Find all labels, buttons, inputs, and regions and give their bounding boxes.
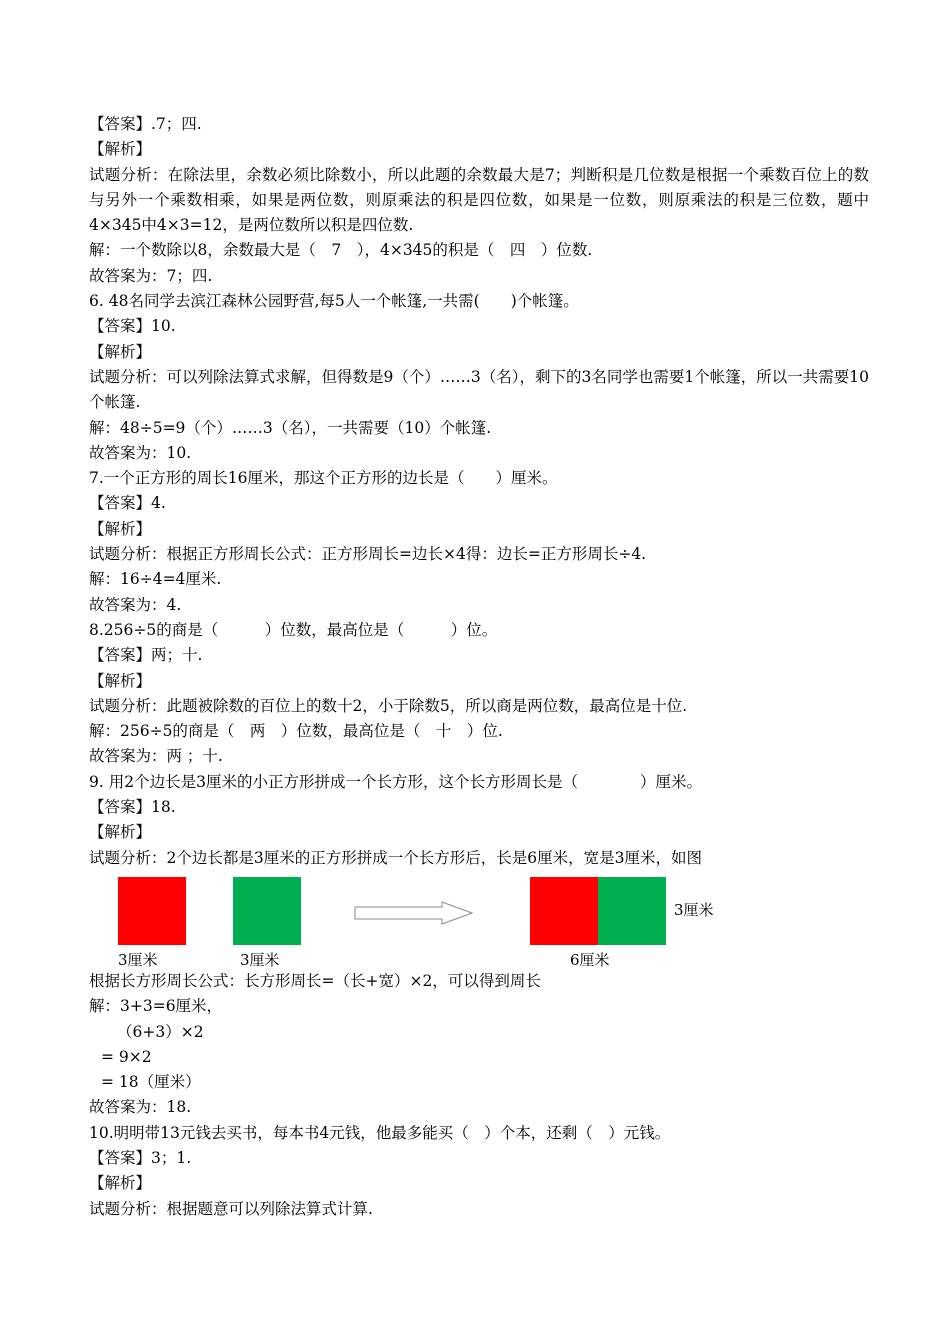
jiexi-heading-q10: 【解析】 bbox=[89, 1174, 152, 1193]
jiexi-heading-q5: 【解析】 bbox=[89, 140, 152, 159]
jiexi-heading-q7: 【解析】 bbox=[89, 519, 152, 538]
question-8: 8.256÷5的商是（ ）位数，最高位是（ ）位。 bbox=[89, 620, 498, 639]
joined-green-square bbox=[598, 877, 666, 945]
answer-q7: 【答案】4. bbox=[89, 494, 166, 513]
jiexi-heading-q6: 【解析】 bbox=[89, 342, 152, 361]
final-q7: 故答案为：4. bbox=[89, 595, 182, 614]
answer-q9: 【答案】18. bbox=[89, 798, 176, 817]
jiexi-heading-q8: 【解析】 bbox=[89, 671, 152, 690]
solution-q9-step4: = 18（厘米） bbox=[101, 1073, 201, 1092]
solution-q7: 解：16÷4=4厘米. bbox=[89, 570, 222, 589]
analysis-q6: 试题分析：可以列除法算式求解，但得数是9（个）……3（名），剩下的3名同学也需要1个帐篷，所以一共需要10个帐篷. bbox=[89, 367, 869, 412]
red-side-label: 3厘米 bbox=[118, 950, 158, 969]
solution-q8: 解：256÷5的商是（ 两 ）位数，最高位是（ 十 ）位. bbox=[89, 722, 503, 741]
answer-q8: 【答案】两；十. bbox=[89, 646, 203, 665]
question-7: 7.一个正方形的周长16厘米，那这个正方形的边长是（ ）厘米。 bbox=[89, 469, 558, 488]
jiexi-heading-q9: 【解析】 bbox=[89, 823, 152, 842]
analysis-q7: 试题分析：根据正方形周长公式：正方形周长=边长×4得：边长=正方形周长÷4. bbox=[89, 545, 647, 564]
green-side-label: 3厘米 bbox=[240, 950, 280, 969]
analysis-q10: 试题分析：根据题意可以列除法算式计算. bbox=[89, 1199, 373, 1218]
formula-q9: 根据长方形周长公式：长方形周长=（长+宽）×2，可以得到周长 bbox=[89, 971, 541, 990]
question-10: 10.明明带13元钱去买书，每本书4元钱，他最多能买（ ）个本，还剩（ ）元钱。 bbox=[89, 1123, 671, 1142]
final-q8: 故答案为：两 ；十. bbox=[89, 747, 223, 766]
question-6: 6. 48名同学去滨江森林公园野营,每5人一个帐篷,一共需( )个帐篷。 bbox=[89, 292, 579, 311]
final-q5: 故答案为：7；四. bbox=[89, 266, 213, 285]
height-label: 3厘米 bbox=[674, 900, 714, 919]
solution-q9-step2: （6+3）×2 bbox=[117, 1022, 204, 1041]
red-square bbox=[118, 877, 186, 945]
document-page bbox=[89, 112, 869, 1222]
question-9: 9. 用2个边长是3厘米的小正方形拼成一个长方形，这个长方形周长是（ ）厘米。 bbox=[89, 772, 702, 791]
joined-red-square bbox=[530, 877, 598, 945]
answer-q5: 【答案】.7；四. bbox=[89, 115, 202, 133]
answer-q6: 【答案】10. bbox=[89, 317, 176, 336]
final-q6: 故答案为：10. bbox=[89, 443, 192, 462]
answer-q10: 【答案】3；1. bbox=[89, 1148, 192, 1167]
solution-q9-step1: 解：3+3=6厘米， bbox=[89, 997, 223, 1016]
analysis-q5: 试题分析：在除法里，余数必须比除数小，所以此题的余数最大是7；判断积是几位数是根据一个乘数百位上的数与另外一个乘数相乘，如果是两位数，则原乘法的积是四位数，如果是一位数，则原乘法的积是三位数，题中4×345中4×3=12，是两位数所以积是四位数. bbox=[89, 165, 869, 235]
squares-figure bbox=[89, 877, 869, 969]
solution-q6: 解：48÷5=9（个）……3（名），一共需要（10）个帐篷. bbox=[89, 418, 492, 437]
analysis-q8: 试题分析：此题被除数的百位上的数十2，小于除数5，所以商是两位数，最高位是十位. bbox=[89, 696, 688, 715]
solution-q9-step3: = 9×2 bbox=[101, 1047, 152, 1066]
width-label: 6厘米 bbox=[570, 950, 610, 969]
right-arrow-icon bbox=[354, 901, 474, 925]
solution-q5: 解：一个数除以8，余数最大是（ 7 ），4×345的积是（ 四 ）位数. bbox=[89, 241, 593, 260]
green-square bbox=[233, 877, 301, 945]
final-q9: 故答案为：18. bbox=[89, 1098, 192, 1117]
analysis-q9: 试题分析：2个边长都是3厘米的正方形拼成一个长方形后，长是6厘米，宽是3厘米，如图 bbox=[89, 848, 702, 867]
